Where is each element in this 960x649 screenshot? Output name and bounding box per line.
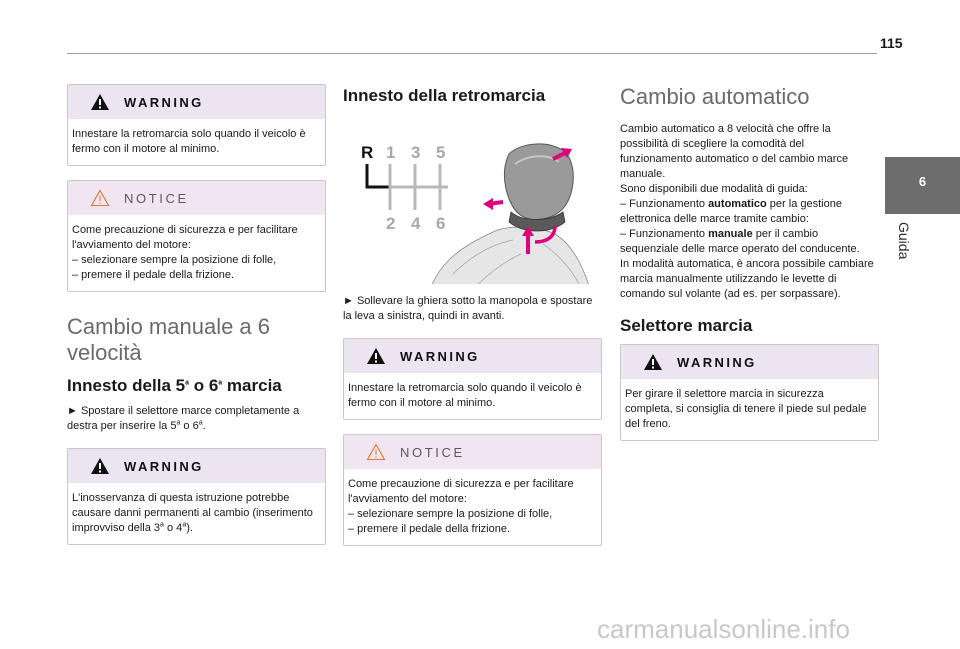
column-left bbox=[67, 84, 326, 559]
warning-box-selector bbox=[620, 344, 879, 441]
svg-text:1: 1 bbox=[386, 143, 396, 162]
svg-text:R: R bbox=[361, 143, 374, 162]
warning-label: WARNING bbox=[124, 458, 204, 474]
section-title-reverse: Innesto della retromarcia bbox=[343, 86, 546, 105]
warning-triangle-icon bbox=[90, 457, 110, 475]
notice-label: NOTICE bbox=[400, 444, 465, 460]
svg-text:4: 4 bbox=[411, 214, 421, 233]
warning-text: Per girare il selettore marcia in sicurezza completa, si consiglia di tenere il piede sul pedale del freno. bbox=[625, 388, 867, 430]
svg-text:2: 2 bbox=[386, 214, 396, 233]
section-title-automatic: Cambio automatico bbox=[620, 84, 810, 109]
gear-lever-icon bbox=[425, 144, 595, 284]
subsection-title: Innesto della 5$^a$ o 6$^a$ marcia bbox=[67, 376, 282, 395]
warning-triangle-icon bbox=[90, 93, 110, 111]
notice-triangle-icon bbox=[366, 443, 386, 461]
page-number: 115 bbox=[880, 35, 903, 51]
column-middle bbox=[343, 84, 602, 560]
notice-line: – premere il pedale della frizione. bbox=[72, 269, 235, 281]
warning-label: WARNING bbox=[400, 348, 480, 364]
notice-line: – premere il pedale della frizione. bbox=[348, 523, 511, 535]
warning-box-damage bbox=[67, 448, 326, 545]
automatic-note: In modalità automatica, è ancora possibile cambiare marcia manualmente utilizzando le levette di comando sul volante (ad es. per sorpassare). bbox=[620, 258, 874, 300]
mode-automatic: – Funzionamento automatico per la gestione elettronica delle marce tramite cambio: bbox=[620, 198, 842, 225]
warning-box-reverse bbox=[67, 84, 326, 166]
notice-line: – selezionare sempre la posizione di folle, bbox=[348, 508, 553, 520]
intro-text: Cambio automatico a 8 velocità che offre la possibilità di scegliere la comodità del funzionamento automatico o del cambio marce manuale. bbox=[620, 123, 849, 180]
subsection-title-selector: Selettore marcia bbox=[620, 316, 753, 335]
gear-pattern-icon bbox=[361, 143, 448, 233]
svg-text:5: 5 bbox=[436, 143, 446, 162]
warning-triangle-icon bbox=[643, 353, 663, 371]
chapter-title: Guida bbox=[896, 222, 912, 260]
warning-header bbox=[68, 85, 325, 119]
notice-header bbox=[344, 435, 601, 469]
notice-header bbox=[68, 181, 325, 215]
chapter-number: 6 bbox=[918, 174, 927, 189]
modes-intro: Sono disponibili due modalità di guida: bbox=[620, 183, 808, 195]
section-title: Cambio manuale a 6 velocità bbox=[67, 314, 271, 365]
warning-label: WARNING bbox=[124, 94, 204, 110]
instruction-text: ► Sollevare la ghiera sotto la manopola e spostare la leva a sinistra, quindi in avanti. bbox=[343, 295, 593, 322]
warning-header bbox=[68, 449, 325, 483]
notice-box bbox=[343, 434, 602, 546]
warning-text: Innestare la retromarcia solo quando il veicolo è fermo con il motore al minimo. bbox=[348, 382, 582, 409]
gearshift-illustration bbox=[343, 114, 602, 284]
notice-line: Come precauzione di sicurezza e per facilitare l'avviamento del motore: bbox=[348, 478, 574, 505]
warning-header bbox=[344, 339, 601, 373]
instruction-text: ► Spostare il selettore marce completamente a destra per inserire la 5$^a$ o 6$^a$. bbox=[67, 405, 300, 432]
svg-text:3: 3 bbox=[411, 143, 421, 162]
mode-manual: – Funzionamento manuale per il cambio sequenziale delle marce operato del conducente. bbox=[620, 228, 860, 255]
warning-header bbox=[621, 345, 878, 379]
notice-line: Come precauzione di sicurezza e per facilitare l'avviamento del motore: bbox=[72, 224, 298, 251]
warning-triangle-icon bbox=[366, 347, 386, 365]
header-rule bbox=[67, 53, 877, 54]
automatic-description bbox=[620, 122, 879, 302]
warning-text: Innestare la retromarcia solo quando il veicolo è fermo con il motore al minimo. bbox=[72, 128, 306, 155]
column-right bbox=[620, 84, 879, 455]
notice-line: – selezionare sempre la posizione di folle, bbox=[72, 254, 277, 266]
warning-text: L'inosservanza di questa istruzione potrebbe causare danni permanenti al cambio (inserimento improvviso della 3$^a$ o 4$^a$). bbox=[72, 492, 313, 534]
notice-triangle-icon bbox=[90, 189, 110, 207]
svg-text:6: 6 bbox=[436, 214, 446, 233]
warning-box-reverse bbox=[343, 338, 602, 420]
warning-label: WARNING bbox=[677, 354, 757, 370]
watermark: carmanualsonline.info bbox=[597, 614, 850, 644]
notice-label: NOTICE bbox=[124, 190, 189, 206]
notice-box bbox=[67, 180, 326, 292]
